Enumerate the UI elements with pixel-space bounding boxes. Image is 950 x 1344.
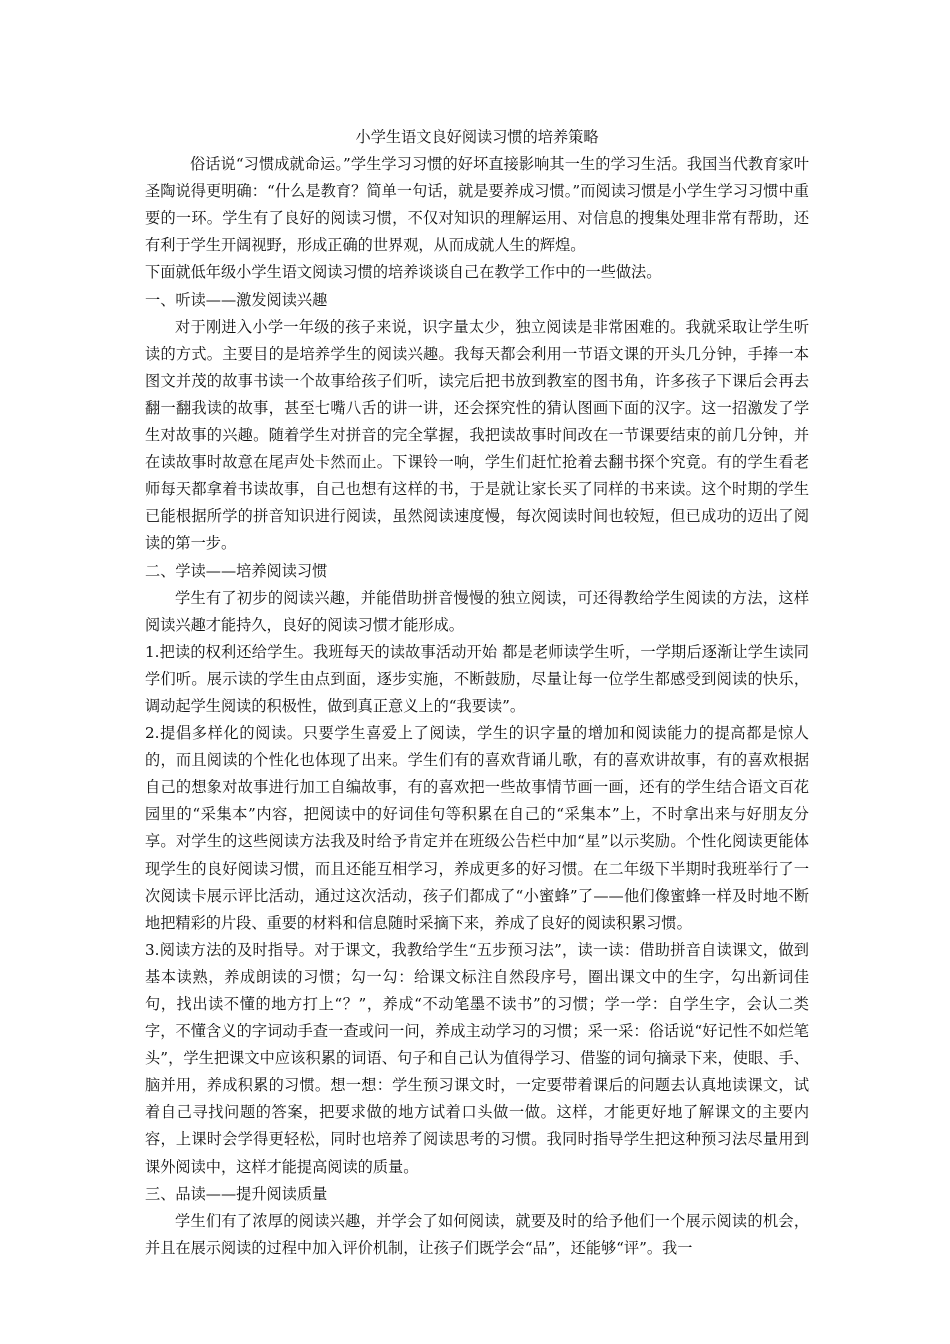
paragraph-tasting: 学生们有了浓厚的阅读兴趣，并学会了如何阅读，就要及时的给予他们一个展示阅读的机会，并且在展示阅读的过程中加入评价机制，让孩子们既学会“品”，还能够“评”。我一: [145, 1211, 809, 1257]
paragraph-listening: 对于刚进入小学一年级的孩子来说，识字量太少，独立阅读是非常困难的。我就采取让学生听读的方式。主要目的是培养学生的阅读兴趣。我每天都会利用一节语文课的开头几分钟，手捧一本图文并茂的故事书读一个故事给孩子们听，读完后把书放到教室的图书角，许多孩子下课后会再去翻一翻我读的故事，甚至七嘴八舌的讲一讲，还会探究性的猜认图画下面的汉字。这一招激发了学生对故事的兴趣。随着学生对拼音的完全掌握，我把读故事时间改在一节课要结束的前几分钟，并在读故事时故意在尾声处卡然而止。下课铃一响，学生们赶忙抢着去翻书探个究竟。有的学生看老师每天都拿着书读故事，自己也想有这样的书，于是就让家长买了同样的书来读。这个时期的学生已能根据所学的拼音知识进行阅读，虽然阅读速度慢，每次阅读时间也较短，但已成功的迈出了阅读的第一步。: [145, 317, 809, 553]
document-page: [145, 124, 809, 1262]
paragraph-learning: 学生有了初步的阅读兴趣，并能借助拼音慢慢的独立阅读，可还得教给学生阅读的方法，这样阅读兴趣才能持久，良好的阅读习惯才能形成。: [145, 588, 809, 634]
document-title: 小学生语文良好阅读习惯的培养策略: [355, 128, 599, 146]
section-heading-1: 一、听读——激发阅读兴趣: [145, 290, 328, 309]
section-heading-2: 二、学读——培养阅读习惯: [145, 561, 328, 580]
paragraph-point-1: 1.把读的权利还给学生。我班每天的读故事活动开始 都是老师读学生听，一学期后逐渐让学生读同学们听。展示读的学生由点到面，逐步实施，不断鼓励，尽量让每一位学生都感受到阅读的快乐，调动起学生阅读的积极性，做到真正意义上的“我要读”。: [145, 642, 809, 715]
paragraph-intro: 俗话说“习惯成就命运。”学生学习习惯的好坏直接影响其一生的学习生活。我国当代教育家叶圣陶说得更明确：“什么是教育？简单一句话，就是要养成习惯。”而阅读习惯是小学生学习习惯中重要的一环。学生有了良好的阅读习惯，不仅对知识的理解运用、对信息的搜集处理非常有帮助，还有利于学生开阔视野，形成正确的世界观，从而成就人生的辉煌。: [145, 155, 809, 255]
paragraph-point-3: 3.阅读方法的及时指导。对于课文，我教给学生“五步预习法”，读一读：借助拼音自读课文，做到基本读熟，养成朗读的习惯；勾一勾：给课文标注自然段序号，圈出课文中的生字，勾出新词佳句，找出读不懂的地方打上“？”，养成“不动笔墨不读书”的习惯；学一学：自学生字，会认二类字，不懂含义的字词动手查一查或问一问，养成主动学习的习惯；采一采：俗话说“好记性不如烂笔头”，学生把课文中应该积累的词语、句子和自己认为值得学习、借鉴的词句摘录下来，使眼、手、脑并用，养成积累的习惯。想一想：学生预习课文时，一定要带着课后的问题去认真地读课文，试着自己寻找问题的答案，把要求做的地方试着口头做一做。这样，才能更好地了解课文的主要内容，上课时会学得更轻松，同时也培养了阅读思考的习惯。我同时指导学生把这种预习法尽量用到课外阅读中，这样才能提高阅读的质量。: [145, 940, 809, 1176]
section-heading-3: 三、品读——提升阅读质量: [145, 1184, 328, 1203]
paragraph-point-2: 2.提倡多样化的阅读。只要学生喜爱上了阅读，学生的识字量的增加和阅读能力的提高都是惊人的，而且阅读的个性化也体现了出来。学生们有的喜欢背诵儿歌，有的喜欢讲故事，有的喜欢根据自己的想象对故事进行加工自编故事，有的喜欢把一些故事情节画一画，还有的学生结合语文百花园里的“采集本”内容，把阅读中的好词佳句等积累在自己的“采集本”上，不时拿出来与好朋友分享。对学生的这些阅读方法我及时给予肯定并在班级公告栏中加“星”以示奖励。个性化阅读更能体现学生的良好阅读习惯，而且还能互相学习，养成更多的好习惯。在二年级下半期时我班举行了一次阅读卡展示评比活动，通过这次活动，孩子们都成了“小蜜蜂”了——他们像蜜蜂一样及时地不断地把精彩的片段、重要的材料和信息随时采摘下来，养成了良好的阅读积累习惯。: [145, 724, 809, 932]
paragraph-overview: 下面就低年级小学生语文阅读习惯的培养谈谈自己在教学工作中的一些做法。: [145, 263, 662, 282]
